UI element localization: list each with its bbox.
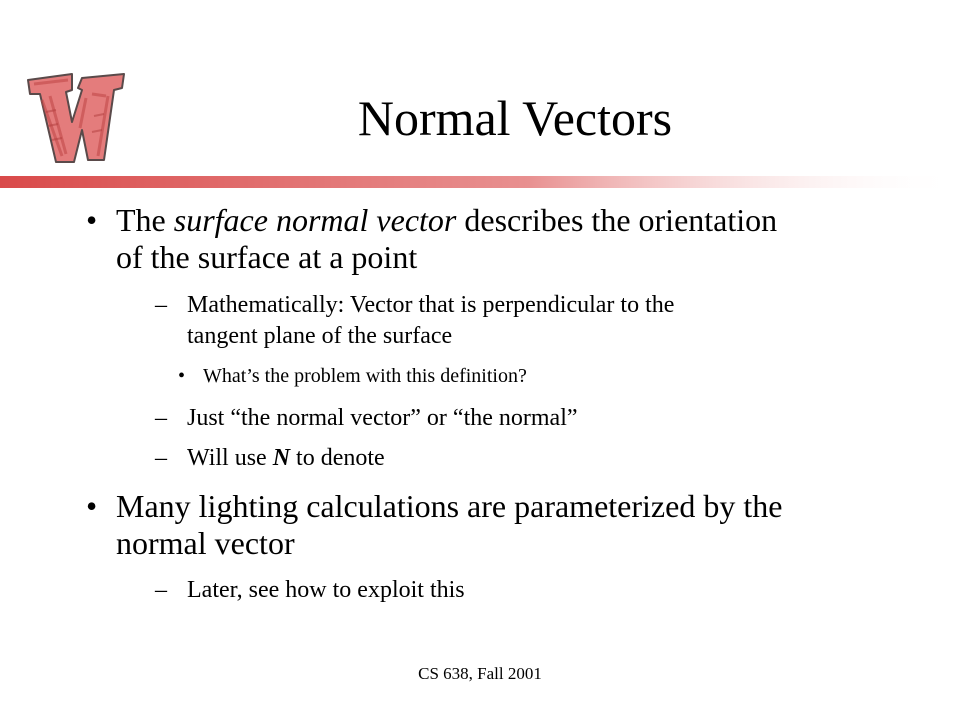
dash-marker: – xyxy=(155,292,167,318)
slide-footer: CS 638, Fall 2001 xyxy=(418,664,542,683)
dash-marker: – xyxy=(155,445,167,471)
dash-marker: – xyxy=(155,405,167,431)
sub-sub-bullet-1: What’s the problem with this definition? xyxy=(203,365,527,387)
bullet-marker: • xyxy=(86,202,98,238)
bullet-2-line-1: Many lighting calculations are parameterized by the xyxy=(116,488,783,524)
sub-bullet-3-text-pre: Will use xyxy=(187,445,273,471)
bullet-1-text-post: describes the orientation xyxy=(456,202,778,238)
sub-bullet-4: Later, see how to exploit this xyxy=(187,577,465,603)
bullet-marker: • xyxy=(178,365,186,387)
normal-symbol: N xyxy=(272,445,291,471)
bullet-marker: • xyxy=(86,488,98,524)
bullet-1-line-2: of the surface at a point xyxy=(116,239,418,275)
sub-bullet-1-line-1: Mathematically: Vector that is perpendicular to the xyxy=(187,292,675,318)
bullet-2-line-2: normal vector xyxy=(116,525,295,561)
bullet-1 xyxy=(116,202,777,239)
sub-bullet-1-line-2: tangent plane of the surface xyxy=(187,323,453,349)
sub-bullet-3 xyxy=(187,443,385,474)
bullet-1-emphasis: surface normal vector xyxy=(173,202,457,238)
sub-bullet-3-text-post: to denote xyxy=(290,445,385,471)
dash-marker: – xyxy=(155,577,167,603)
sub-bullet-2: Just “the normal vector” or “the normal” xyxy=(187,405,578,431)
bullet-1-text-pre: The xyxy=(116,202,174,238)
slide-title: Normal Vectors xyxy=(357,90,673,146)
